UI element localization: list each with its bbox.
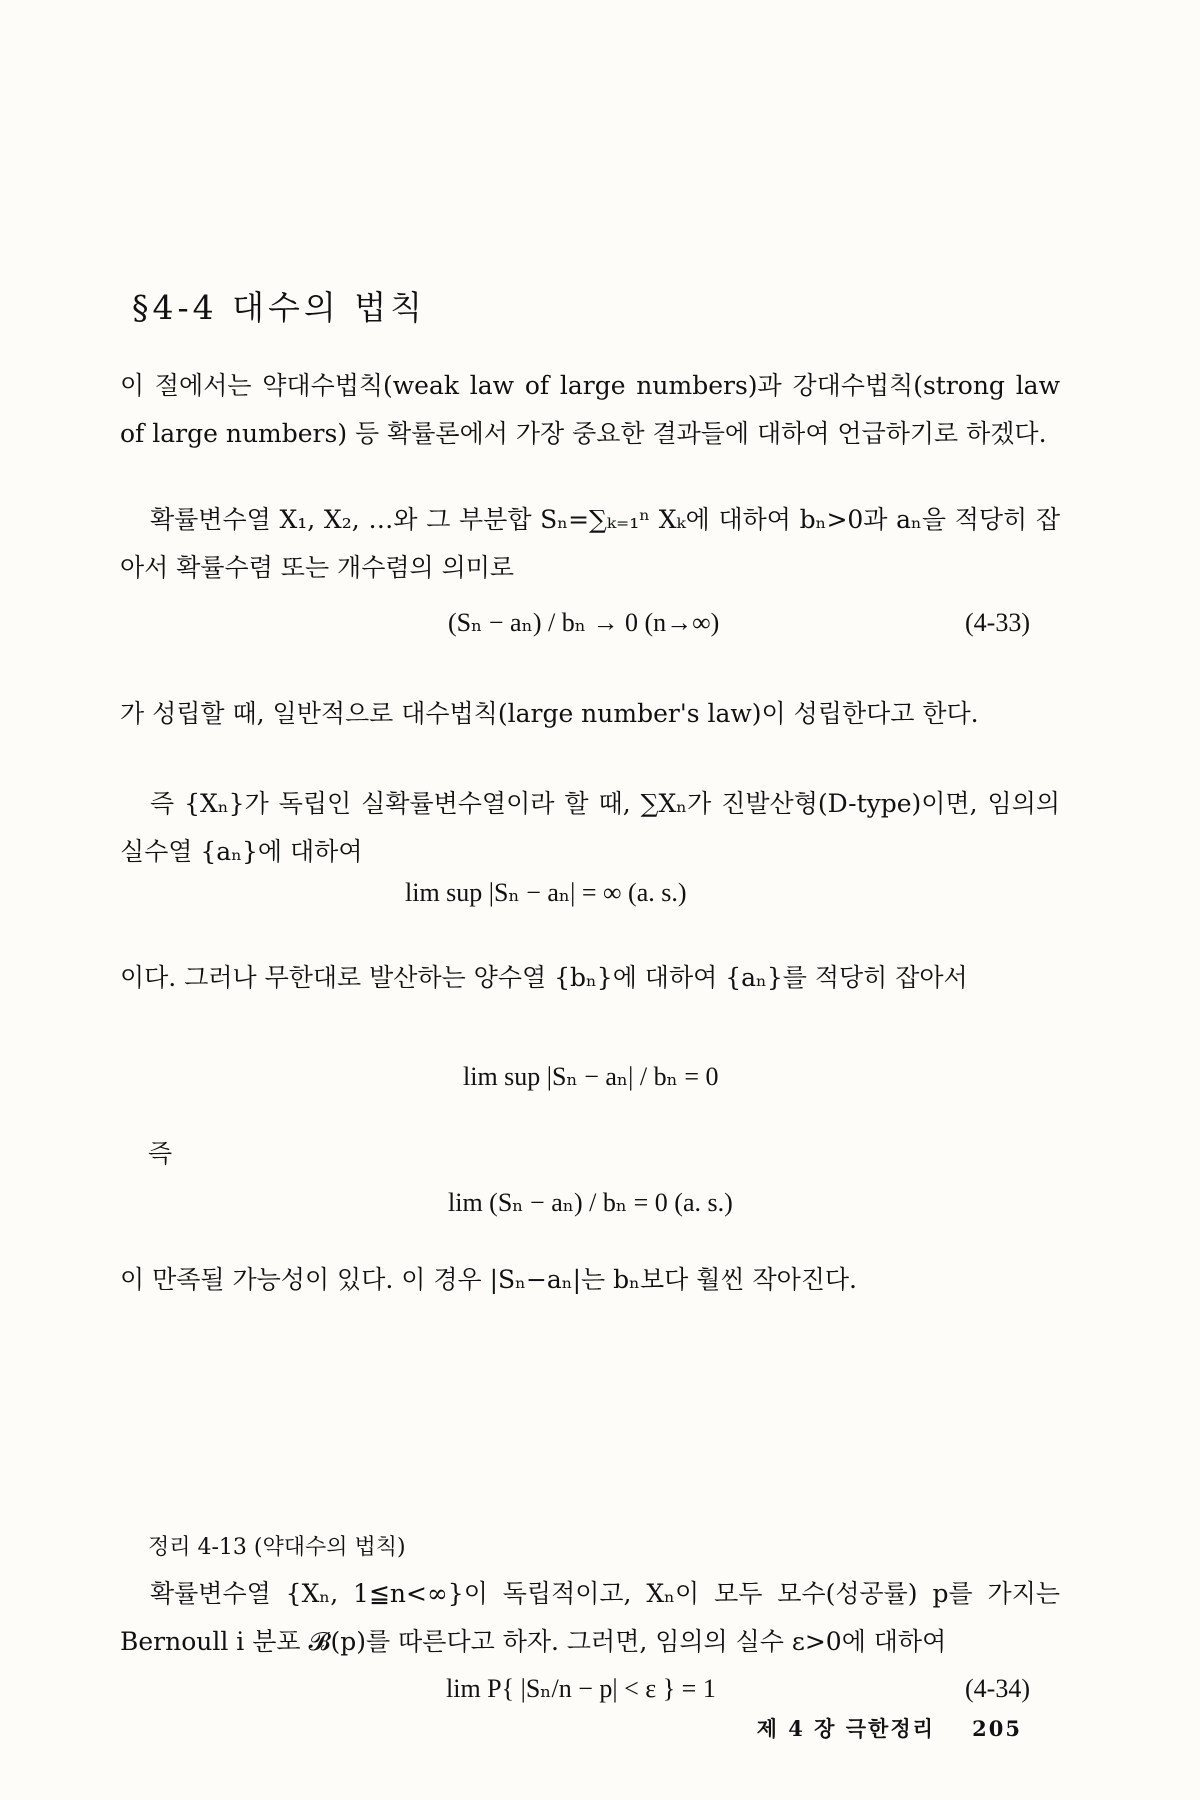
page-number: 205 (972, 1716, 1022, 1741)
paragraph-theorem-statement: 확률변수열 {Xₙ, 1≦n<∞}이 독립적이고, Xₙ이 모두 모수(성공률) p를 가지는 Bernoull i 분포 𝓑(p)를 따른다고 하자. 그러면, 임의의 실수 ε>0에 대하여 (120, 1579, 1060, 1656)
paragraph-namely: 즉 (148, 1139, 173, 1168)
equation-limsup-infinite: lim sup |Sₙ − aₙ| = ∞ (a. s.) (405, 878, 687, 907)
equation-4-34: lim P{ |Sₙ/n − p| < ε } = 1 (446, 1674, 716, 1703)
equation-lim-zero: lim (Sₙ − aₙ) / bₙ = 0 (a. s.) (448, 1188, 733, 1217)
paragraph-intro: 이 절에서는 약대수법칙(weak law of large numbers)과 강대수법칙(strong law of large numbers) 등 확률론에서 가장 중요한 결과들에 대하여 언급하기로 하겠다. (120, 371, 1060, 448)
chapter-title: 제 4 장 극한정리 (756, 1716, 935, 1741)
paragraph-definition: 확률변수열 X₁, X₂, …와 그 부분합 Sₙ=∑ₖ₌₁ⁿ Xₖ에 대하여 bₙ>0과 aₙ을 적당히 잡아서 확률수렴 또는 개수렴의 의미로 (120, 505, 1060, 582)
paragraph-law-statement: 가 성립할 때, 일반적으로 대수법칙(large number's law)이 성립한다고 한다. (120, 699, 979, 728)
equation-4-33: (Sₙ − aₙ) / bₙ → 0 (n→∞) (448, 608, 720, 637)
page-footer (757, 1713, 1022, 1743)
equation-limsup-zero: lim sup |Sₙ − aₙ| / bₙ = 0 (463, 1062, 719, 1091)
equation-number-4-34: (4-34) (965, 1674, 1030, 1703)
paragraph-conclusion: 이 만족될 가능성이 있다. 이 경우 |Sₙ−aₙ|는 bₙ보다 훨씬 작아진다. (120, 1265, 857, 1294)
theorem-title: 정리 4-13 (약대수의 법칙) (148, 1535, 406, 1560)
paragraph-d-type: 즉 {Xₙ}가 독립인 실확률변수열이라 할 때, ∑Xₙ가 진발산형(D-type)이면, 임의의 실수열 {aₙ}에 대하여 (120, 789, 1060, 866)
paragraph-positive-sequence: 이다. 그러나 무한대로 발산하는 양수열 {bₙ}에 대하여 {aₙ}를 적당히 잡아서 (120, 963, 968, 992)
section-heading: §4-4 대수의 법칙 (132, 288, 427, 327)
equation-number-4-33: (4-33) (965, 608, 1030, 637)
